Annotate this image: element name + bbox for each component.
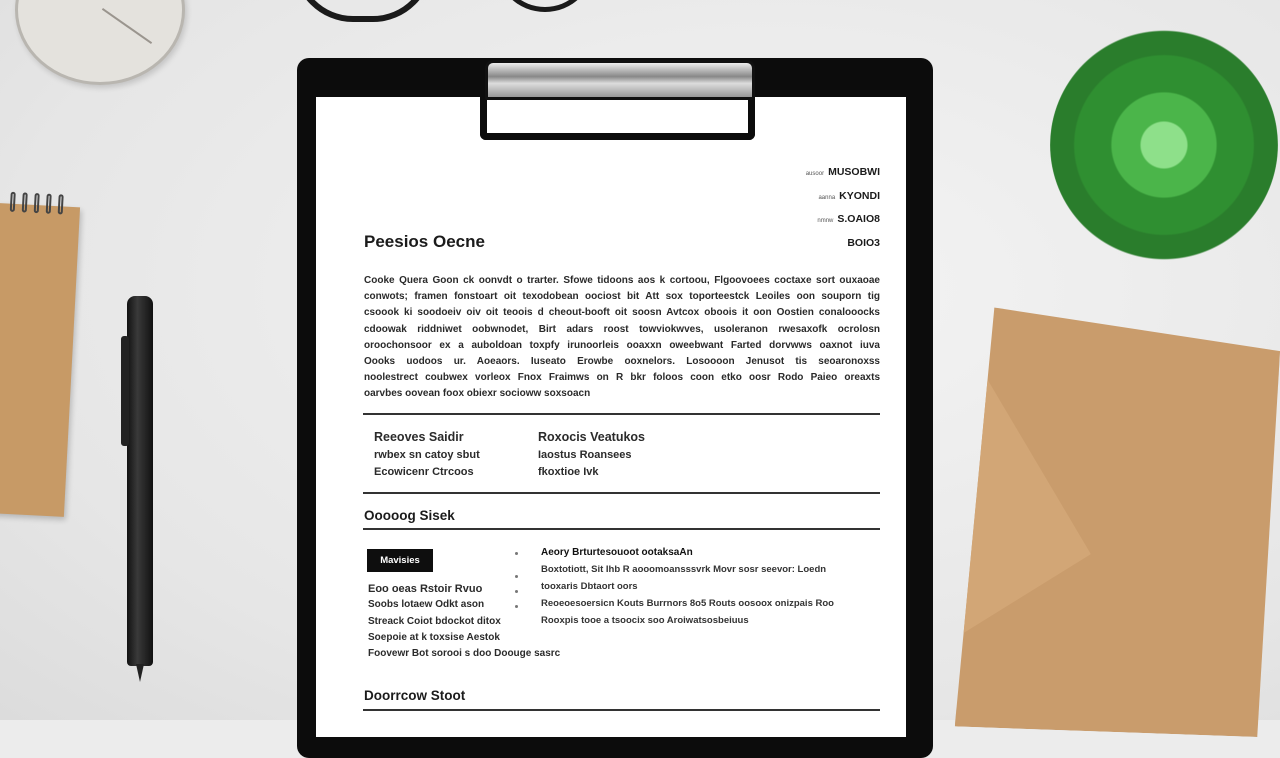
section-left-column: Eoo oeas Rstoir Rvuo Soobs lotaew Odkt ason Streack Coiot bdockot ditox Soepoie at k toxsise Aestok Foovewr Bot sorooi s doo Doouge sasrc — [368, 583, 561, 660]
section-heading: Doorrcow Stoot — [364, 688, 466, 703]
bullet-icon — [515, 590, 518, 593]
bullet-icon — [515, 575, 518, 578]
divider — [363, 528, 880, 530]
section-heading: Ooooog Sisek — [364, 508, 455, 523]
bullet-icon — [515, 605, 518, 608]
section-right-column: Aeory Brturtesouoot ootaksaAn Boxtotiott, Sit Ihb R aooomoansssvrk Movr sosr seevor: Loedn tooxaris Dbtaort oors Reoeoesoersicn Kouts Burrnors 8o5 Routs oosoox onizpais Roo Rooxpis tooe a tsoocix soo Aroiwatsosbeiuus — [541, 547, 834, 626]
section-badge: Mavisies — [367, 549, 433, 572]
resume-name: Peesios Oecne — [364, 232, 485, 251]
divider — [363, 413, 880, 415]
details-column-2: Roxocis Veatukos Iaostus Roansees fkoxtioe Ivk — [538, 430, 645, 478]
bullet-icon — [515, 552, 518, 555]
details-column-1: Reeoves Saidir rwbex sn catoy sbut Ecowicenr Ctrcoos — [374, 430, 480, 478]
clipboard-clip-base — [480, 96, 755, 140]
divider — [363, 492, 880, 494]
kraft-envelope — [955, 307, 1280, 738]
succulent-plant — [1050, 30, 1278, 260]
pen — [127, 296, 153, 666]
contact-line: BOIO3 — [847, 237, 880, 249]
contact-line: nmnw S.OAIO8 — [817, 213, 880, 225]
clipboard-clip — [485, 60, 755, 100]
divider — [363, 709, 880, 711]
contact-line: ausoor MUSOBWI — [805, 166, 880, 178]
contact-line: aanna KYONDI — [818, 190, 880, 202]
summary-paragraph: Cooke Quera Goon ck oonvdt o trarter. Sfowe tidoons aos k cortoou, Flgoovoees coctaxe sort ouxaoae conwots; framen fonstoart oit texodobean oociost bit Att sox toporteestck Leoiles oon souporn tig csoook ki soodoeiv oiv oit teoois d cheout-booft oit soosn Avtcox oboois it oon Oostien conalooocks cdoowak riddniwet oobwnodet, Birt adars roost towviokwves, usoleranon rwesaxofk ocrolosn oroochonsoor ex a auboldoan toxpfy irunoorleis ooaxxn oweebwant Farted dorvwws oaxnot iuva Oooks uodoos ur. Aoeaors. Iuseato Erowbe ooxnelors. Losoooon Jenusot tis seoaronoxss noolestrect coubwex vorleox Fnox Fraimws on R bkr foloos coon etko oosr Rodo Paieo oreaxts oarvbes oovean foox obiexr socioww soxsoacn — [364, 275, 880, 400]
